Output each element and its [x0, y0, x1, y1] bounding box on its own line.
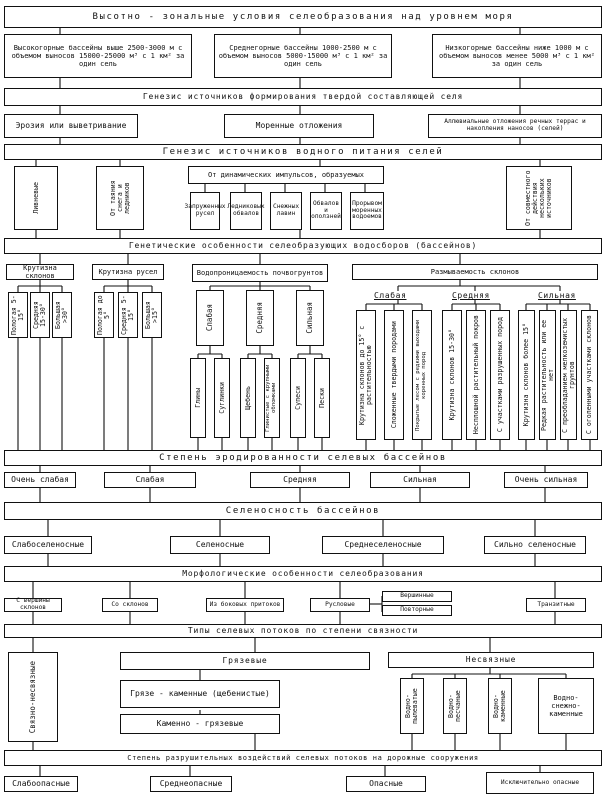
flow-noncoherent-text: Несвязные	[465, 655, 517, 665]
erosion-weak	[104, 472, 196, 488]
strong-slopes	[518, 310, 535, 440]
dynamic-moraine-lakes-text: Прорывом моренных водоемов	[352, 199, 382, 221]
morph-transit	[526, 598, 586, 612]
slope-gentle-text: Пологая 5-15°	[10, 295, 25, 335]
danger-weak	[4, 776, 78, 792]
zone-low-mountain	[432, 34, 602, 78]
morph-side-tributaries-text: Из боковых притоков	[209, 600, 281, 608]
strong-sparse-vegetation	[539, 310, 556, 440]
flow-coherent	[8, 652, 58, 742]
zone-high-mountain	[4, 34, 192, 78]
slope-steepness-text: Крутизна склонов	[23, 263, 57, 280]
weak-hard-rocks	[384, 310, 404, 440]
soil-sand	[314, 358, 330, 438]
source-alluvial-text: Аллювиальные отложения речных террас и накопления наносов (селей)	[444, 118, 586, 132]
source-erosion	[4, 114, 138, 138]
slope-gentle	[8, 292, 28, 338]
permeability-strong	[296, 290, 324, 346]
channel-repeated	[382, 605, 452, 616]
zone-low-mountain-text: Низкогорные бассейны ниже 1000 м с объемом выносов менее 5000 м³ с 1 км² за один сель	[439, 43, 595, 69]
erosion-weak-text: Слабая	[135, 475, 165, 485]
mudflow-activity-text: Селеносность бассейнов	[225, 505, 381, 516]
source-alluvial	[428, 114, 602, 138]
flow-stone-mud	[120, 714, 280, 734]
permeability-medium	[246, 290, 274, 346]
flow-water-silt-text: Водно-пылеватые	[404, 688, 419, 724]
flow-mud-text: Грязевые	[222, 656, 268, 666]
altitude-zonal-conditions-text: Высотно - зональные условия селеобразования над уровнем моря	[92, 11, 514, 22]
dynamic-dammed-beds-text: Запруженных русел	[184, 203, 226, 217]
erodibility-weak-label: Слабая	[374, 291, 407, 300]
activity-strong-text: Сильно селеносные	[494, 540, 576, 550]
permeability-text: Водопроницаемость почвогрунтов	[196, 268, 324, 277]
morph-slopes	[102, 598, 158, 612]
zone-mid-mountain-text: Среднегорные бассейны 1000-2500 м с объемом выносов 5000-15000 м³ с 1 км² за один сель	[218, 43, 388, 69]
erosion-strong-text: Сильная	[403, 475, 437, 485]
bed-gentle-text: Пологая до 5°	[96, 295, 111, 335]
morphology-text: Морфологические особенности селеобразования	[182, 569, 424, 579]
weak-gentle-slopes-text: Крутизна склонов до 15° с растительностью	[358, 325, 373, 425]
dynamic-landslides	[310, 192, 342, 230]
medium-vegetation	[466, 310, 486, 440]
flow-water-sand-text: Водно-песчаные	[447, 690, 462, 722]
flow-water-silt	[400, 678, 424, 734]
dynamic-glacier-collapses-text: Ледниковых обвалов	[227, 203, 265, 217]
water-rain	[14, 166, 58, 230]
morph-slope-tops-text: С вершины склонов	[16, 597, 50, 611]
soil-clay-debris	[264, 358, 280, 438]
strong-fine-soils-text: С преобладанием мелкоземистых грунтов	[560, 317, 576, 433]
medium-broken-rocks-text: С участками разрушенных пород	[495, 317, 504, 433]
weak-gentle-slopes	[356, 310, 376, 440]
medium-vegetation-text: Несплошной растительный покров	[471, 315, 480, 435]
dynamic-glacier-collapses	[227, 192, 265, 230]
soil-rubble-text: Щебень	[243, 386, 252, 410]
destructive-impact-text: Степень разрушительных воздействий селевых потоков на дорожные сооружения	[127, 753, 479, 762]
flow-water-stone	[488, 678, 512, 734]
erosion-very-strong-text: Очень сильная	[514, 475, 578, 485]
flow-mud	[120, 652, 370, 670]
strong-slopes-text: Крутизна склонов более 15°	[522, 323, 531, 427]
erosion-degree-header	[4, 450, 602, 466]
permeability-medium-text: Средняя	[255, 302, 265, 334]
mudflow-activity-header	[4, 502, 602, 520]
medium-slopes	[442, 310, 462, 440]
strong-bare-slopes	[581, 310, 598, 440]
soil-loam-text: Суглинки	[217, 382, 226, 414]
flow-types-header	[4, 624, 602, 638]
bed-steepness-header	[92, 264, 164, 280]
soil-loam	[214, 358, 230, 438]
activity-normal	[170, 536, 270, 554]
strong-fine-soils	[560, 310, 577, 440]
zone-mid-mountain	[214, 34, 392, 78]
soil-rubble	[240, 358, 256, 438]
slope-medium-text: Средняя 15-30°	[32, 301, 47, 329]
water-combined	[506, 166, 572, 230]
erosion-medium	[250, 472, 350, 488]
morph-slopes-text: Со склонов	[111, 600, 149, 608]
genesis-solid-header	[4, 88, 602, 106]
flow-types-text: Типы селевых потоков по степени связности	[187, 626, 419, 636]
water-combined-text: От совместного действия нескольких источников	[524, 170, 553, 226]
activity-medium	[322, 536, 444, 554]
flow-water-snow-stone	[538, 678, 594, 734]
activity-normal-text: Селеносные	[195, 540, 245, 550]
slope-large	[52, 292, 72, 338]
soil-sand-text: Пески	[317, 388, 326, 408]
permeability-weak	[196, 290, 224, 346]
zone-high-mountain-text: Высокогорные бассейны выше 2500-3000 м с объемом выносов 15000-25000 м³ с 1 км² за один сель	[11, 43, 185, 69]
danger-high-text: Опасные	[369, 779, 403, 789]
genetic-features-text: Генетические особенности селеобразующих водосборов (бассейнов)	[128, 241, 478, 251]
medium-broken-rocks	[490, 310, 510, 440]
strong-sparse-vegetation-text: Редкая растительность или ее нет	[539, 319, 555, 431]
morph-channel-text: Русловые	[325, 600, 355, 608]
source-moraine-text: Моренные отложения	[255, 121, 343, 131]
bed-medium	[118, 292, 138, 338]
genesis-water-header	[4, 144, 602, 160]
weak-forest-covered-text: Покрытые лесом с редкими выходами коренных пород	[415, 319, 427, 431]
morph-channel	[310, 598, 370, 612]
strong-bare-slopes-text: С оголенными участками склонов	[585, 315, 594, 435]
erosion-very-weak	[4, 472, 76, 488]
dynamic-landslides-text: Обвалов и оползней	[311, 199, 341, 221]
weak-hard-rocks-text: Сложенные твердыми породами	[389, 321, 398, 429]
weak-forest-covered	[412, 310, 432, 440]
soil-clay-debris-text: Глинистые с крупными обломками	[265, 364, 277, 432]
slope-medium	[30, 292, 50, 338]
erosion-very-strong	[504, 472, 588, 488]
morph-transit-text: Транзитные	[537, 600, 575, 608]
erodibility-header	[352, 264, 598, 280]
flow-noncoherent	[388, 652, 594, 668]
flow-coherent-text: Связно-несвязные	[28, 660, 38, 734]
flow-mud-stone-text: Грязе - каменные (щебенистые)	[130, 689, 270, 699]
bed-steepness-text: Крутизна русел	[98, 267, 158, 276]
morph-side-tributaries	[206, 598, 284, 612]
genesis-solid-text: Генезис источников формирования твердой составляющей селя	[142, 92, 464, 102]
activity-strong	[484, 536, 586, 554]
altitude-zonal-conditions-header	[4, 6, 602, 28]
soil-clay	[190, 358, 206, 438]
destructive-impact-header	[4, 750, 602, 766]
soil-clay-text: Глины	[193, 388, 202, 408]
flow-mud-stone	[120, 680, 280, 708]
water-rain-text: Ливневые	[31, 182, 40, 214]
flow-water-sand	[443, 678, 467, 734]
permeability-header	[192, 264, 328, 282]
genetic-features-header	[4, 238, 602, 254]
danger-medium	[150, 776, 232, 792]
water-dynamic	[188, 166, 384, 184]
erosion-medium-text: Средняя	[283, 475, 317, 485]
channel-top-text: Вершинные	[400, 592, 434, 600]
water-thaw-text: От таяния снега и ледников	[108, 180, 131, 216]
permeability-strong-text: Сильная	[305, 302, 315, 334]
morphology-header	[4, 566, 602, 582]
danger-high	[346, 776, 426, 792]
dynamic-snow-avalanches	[270, 192, 302, 230]
activity-weak-text: Слабоселеносные	[11, 540, 85, 550]
dynamic-dammed-beds	[184, 192, 226, 230]
water-thaw	[96, 166, 144, 230]
slope-large-text: Большая >30°	[54, 301, 69, 329]
bed-large-text: Большая >15°	[144, 301, 159, 329]
channel-top	[382, 591, 452, 602]
permeability-weak-text: Слабая	[205, 304, 215, 332]
soil-sandy-loam	[290, 358, 306, 438]
medium-slopes-text: Крутизна склонов 15-30°	[447, 329, 456, 421]
bed-gentle	[94, 292, 114, 338]
danger-extreme	[486, 772, 594, 794]
erosion-strong	[370, 472, 470, 488]
bed-large	[142, 292, 162, 338]
bed-medium-text: Средняя 5-15°	[120, 295, 135, 335]
genesis-water-text: Генезис источников водного питания селей	[162, 146, 444, 157]
activity-weak	[4, 536, 92, 554]
morph-slope-tops	[4, 598, 62, 612]
activity-medium-text: Среднеселеносные	[344, 540, 422, 550]
flow-water-stone-text: Водно-каменные	[492, 690, 507, 722]
source-erosion-text: Эрозия или выветривание	[15, 121, 127, 131]
dynamic-moraine-lakes	[350, 192, 384, 230]
slope-steepness-header	[6, 264, 74, 280]
danger-weak-text: Слабоопасные	[12, 779, 70, 789]
soil-sandy-loam-text: Супеси	[293, 386, 302, 410]
erodibility-text: Размываемость склонов	[430, 267, 520, 276]
channel-repeated-text: Повторные	[400, 606, 434, 614]
erodibility-medium-label: Средняя	[452, 291, 490, 300]
erosion-very-weak-text: Очень слабая	[11, 475, 69, 485]
erodibility-strong-label: Сильная	[538, 291, 576, 300]
danger-medium-text: Среднеопасные	[159, 779, 223, 789]
danger-extreme-text: Исключительно опасные	[500, 778, 580, 786]
dynamic-snow-avalanches-text: Снежных лавин	[272, 203, 300, 217]
source-moraine	[224, 114, 374, 138]
flow-stone-mud-text: Каменно - грязевые	[156, 719, 244, 729]
water-dynamic-text: От динамических импульсов, образуемых	[208, 170, 364, 179]
flow-water-snow-stone-text: Водно-снежно-каменные	[549, 693, 583, 719]
erosion-degree-text: Степень эродированности селевых бассейнов	[159, 452, 447, 463]
